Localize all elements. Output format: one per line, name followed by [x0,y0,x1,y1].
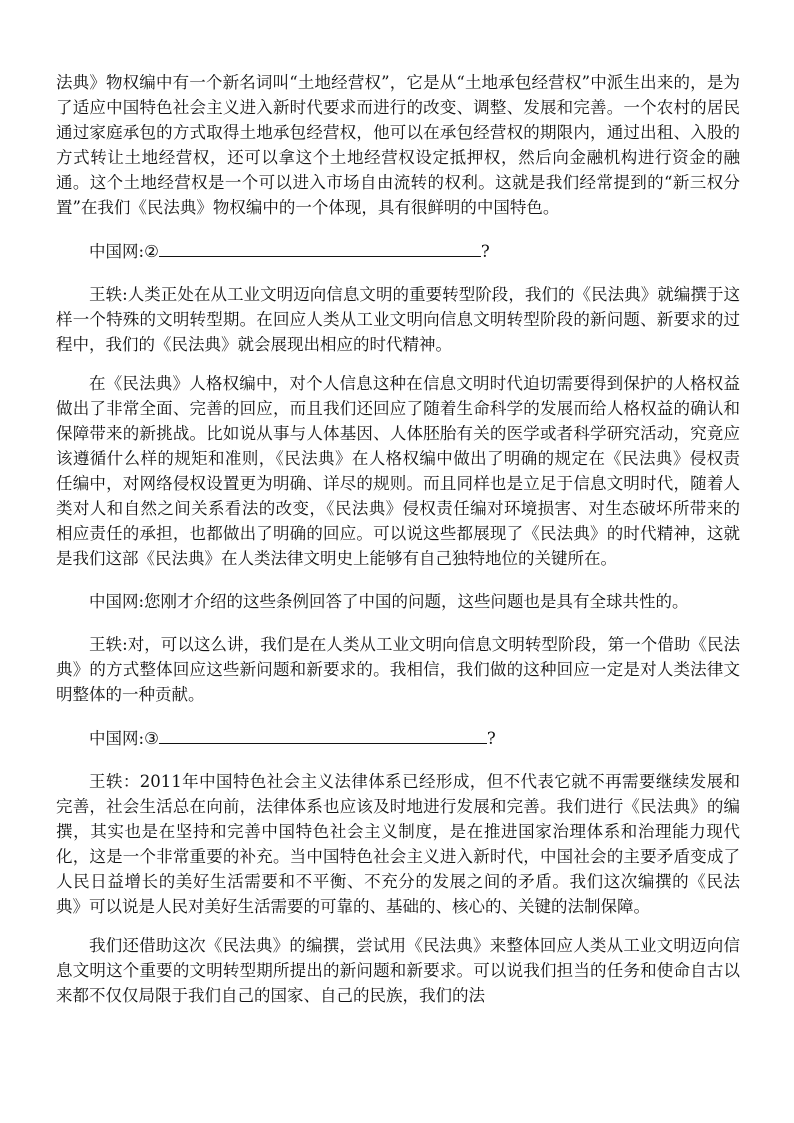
paragraph-legal-system-2011: 王轶：2011年中国特色社会主义法律体系已经形成，但不代表它就不再需要继续发展和完善，社会生活总在向前，法律体系也应该及时地进行发展和完善。我们进行《民法典》的编撰，其实也是在坚持和完善中国特色社会主义制度，是在推进国家治理体系和治理能力现代化，这是一个非常重要的补充。当中国特色社会主义进入新时代，中国社会的主要矛盾变成了人民日益增长的美好生活需要和不平衡、不充分的发展之间的矛盾。我们这次编撰的《民法典》可以说是人民对美好生活需要的可靠的、基础的、核心的、关键的法制保障。 [56,772,740,916]
question-speaker: 中国网: [89,242,145,261]
paragraph-civil-code-mission: 我们还借助这次《民法典》的编撰，尝试用《民法典》来整体回应人类从工业文明迈向信息文明这个重要的文明转型期所提出的新问题和新要求。可以说我们担当的任务和使命自古以来都不仅仅局限于我们自己的国家、自己的民族，我们的法 [56,936,740,1005]
question-3-line [56,725,740,751]
question-speaker: 中国网: [89,729,145,748]
question-mark: ? [480,242,490,261]
paragraph-china-net-question: 中国网:您刚才介绍的这些条例回答了中国的问题，这些问题也是具有全球共性的。 [89,592,689,611]
paragraph-wang-yi-transition: 王轶:人类正处在从工业文明迈向信息文明的重要转型阶段，我们的《民法典》就编撰于这样一个特殊的文明转型期。在回应人类从工业文明向信息文明转型阶段的新问题、新要求的过程中，我们的《民法典》就会展现出相应的时代精神。 [56,285,740,354]
paragraph-wang-yi-contribution: 王轶:对，可以这么讲，我们是在人类从工业文明向信息文明转型阶段，第一个借助《民法典》的方式整体回应这些新问题和新要求的。我相信，我们做的这种回应一定是对人类法律文明整体的一种贡献。 [56,635,740,704]
question-mark: ? [486,729,496,748]
answer-blank-2[interactable] [159,238,481,257]
question-number: ② [144,242,159,261]
paragraph-land-management-right: 法典》物权编中有一个新名词叫“土地经营权”，它是从“土地承包经营权”中派生出来的，是为了适应中国特色社会主义进入新时代要求而进行的改变、调整、发展和完善。一个农村的居民通过家庭承包的方式取得土地承包经营权，他可以在承包经营权的期限内，通过出租、入股的方式转让土地经营权，还可以拿这个土地经营权设定抵押权，然后向金融机构进行资金的融通。这个土地经营权是一个可以进入市场自由流转的权利。这就是我们经常提到的“新三权分置”在我们《民法典》物权编中的一个体现，具有很鲜明的中国特色。 [56,73,740,217]
paragraph-personality-rights: 在《民法典》人格权编中，对个人信息这种在信息文明时代迫切需要得到保护的人格权益做出了非常全面、完善的回应，而且我们还回应了随着生命科学的发展而给人格权益的确认和保障带来的新挑战。比如说从事与人体基因、人体胚胎有关的医学或者科学研究活动，究竟应该遵循什么样的规矩和准则，《民法典》在人格权编中做出了明确的规定在《民法典》侵权责任编中，对网络侵权设置更为明确、详尽的规则。而且同样也是立足于信息文明时代，随着人类对人和自然之间关系看法的改变，《民法典》侵权责任编对环境损害、对生态破坏所带来的相应责任的承担，也都做出了明确的回应。可以说这些都展现了《民法典》的时代精神，这就是我们这部《民法典》在人类法律文明史上能够有自己独特地位的关键所在。 [56,374,740,568]
answer-blank-3[interactable] [159,725,487,744]
question-2-line [56,238,740,264]
document-page [56,70,740,1008]
question-number: ③ [144,729,159,748]
